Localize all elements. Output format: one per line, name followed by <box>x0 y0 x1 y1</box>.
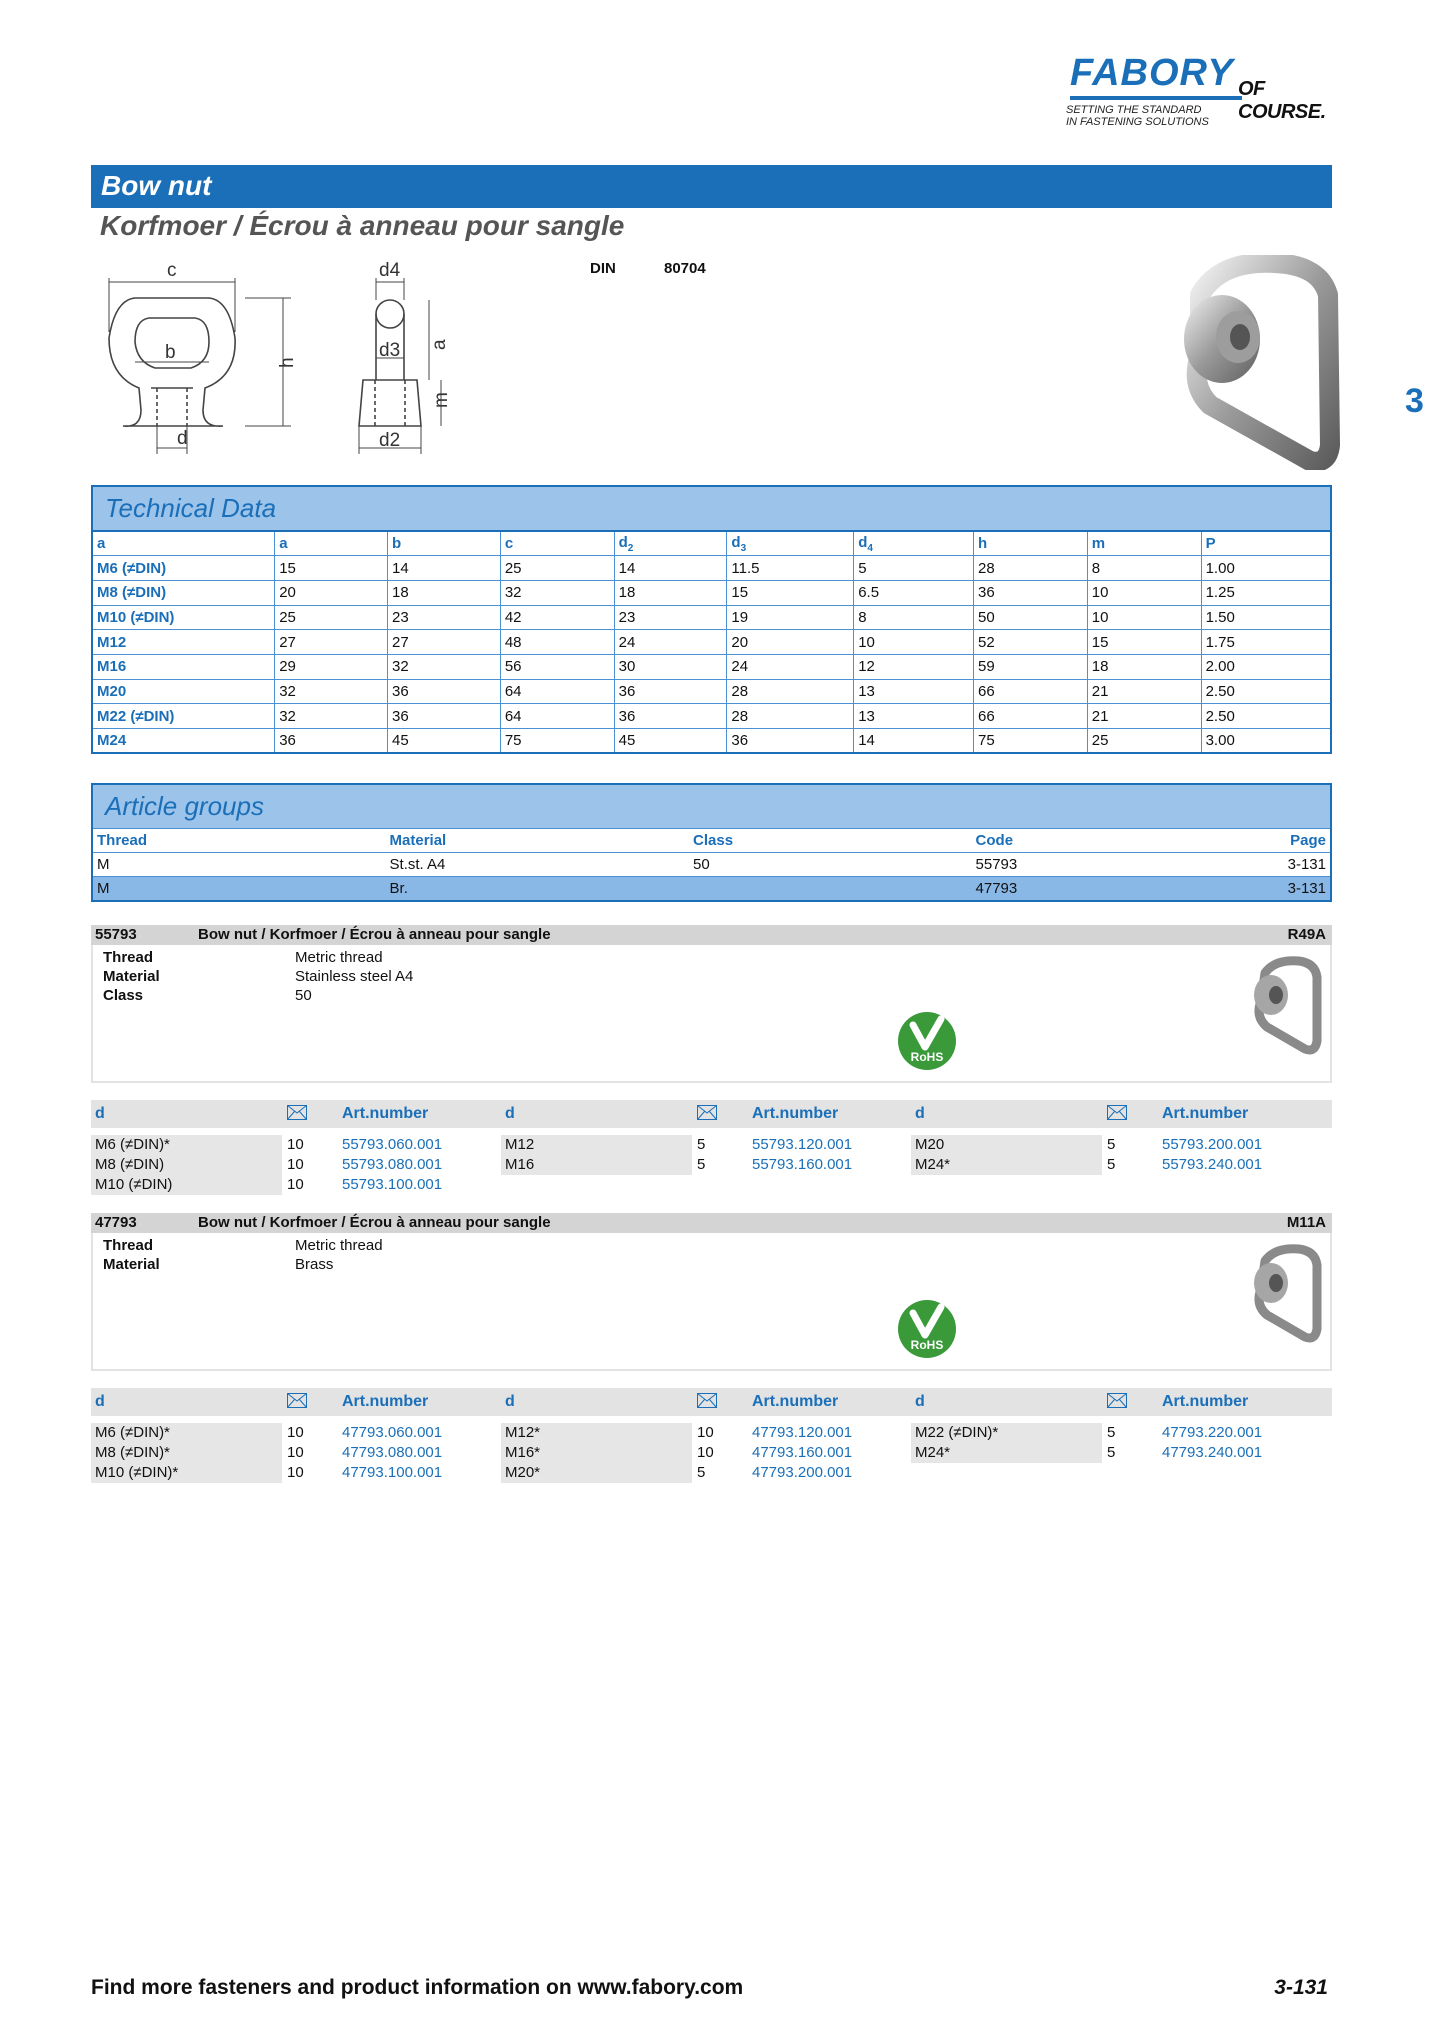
article-prop-value: 50 <box>295 987 312 1004</box>
order-quantity: 5 <box>1107 1156 1116 1173</box>
technical-value-cell: 2.00 <box>1201 654 1331 679</box>
technical-row <box>92 654 1331 679</box>
order-size: M10 (≠DIN)* <box>91 1463 282 1483</box>
technical-value-cell: 36 <box>974 580 1088 605</box>
technical-value-cell: 36 <box>388 679 501 704</box>
article-prop-label: Thread <box>103 949 154 966</box>
article-prop-value: Stainless steel A4 <box>295 968 414 985</box>
technical-value-cell: 36 <box>614 704 727 729</box>
groups-col-thread: Thread <box>92 829 386 853</box>
order-size: M20* <box>501 1463 692 1483</box>
technical-value-cell: 11.5 <box>727 556 854 581</box>
article-prop-label: Material <box>103 968 160 985</box>
technical-value-cell: 36 <box>388 704 501 729</box>
groups-cell: M <box>92 877 386 901</box>
order-size: M8 (≠DIN)* <box>91 1443 282 1463</box>
tech-col-header: h <box>974 531 1088 556</box>
tech-col-header: $d_3$ <box>727 531 854 556</box>
technical-value-cell: 15 <box>1087 630 1201 655</box>
technical-value-cell: 66 <box>974 679 1088 704</box>
technical-value-cell: 29 <box>275 654 388 679</box>
technical-row <box>92 704 1331 729</box>
logo-slogan: OF COURSE. <box>1238 78 1326 123</box>
tech-col-header: $d_4$ <box>854 531 974 556</box>
order-size: M24* <box>911 1443 1102 1463</box>
tech-col-header: P <box>1201 531 1331 556</box>
technical-value-cell: 13 <box>854 704 974 729</box>
order-artnumber-link[interactable]: 55793.240.001 <box>1162 1156 1263 1173</box>
technical-value-cell: 66 <box>974 704 1088 729</box>
technical-value-cell: 3.00 <box>1201 729 1331 754</box>
tech-col-header: $d_2$ <box>614 531 727 556</box>
technical-value-cell: 14 <box>614 556 727 581</box>
tech-col-header: c <box>500 531 614 556</box>
technical-value-cell: 1.50 <box>1201 605 1331 630</box>
technical-value-cell: 32 <box>275 679 388 704</box>
groups-col-code: Code <box>972 829 1212 853</box>
groups-cell: 47793 <box>972 877 1212 901</box>
technical-data-table <box>91 530 1332 754</box>
groups-header-row <box>92 829 1331 853</box>
article-prop-value: Brass <box>295 1256 334 1273</box>
technical-drawing <box>95 258 475 468</box>
order-artnumber-link[interactable]: 47793.220.001 <box>1162 1424 1263 1441</box>
technical-value-cell: 13 <box>854 679 974 704</box>
logo-brand: FABORY <box>1070 52 1234 94</box>
chapter-number: 3 <box>1405 382 1424 420</box>
page-number: 3-131 <box>1274 1976 1328 1999</box>
order-artnumber-link[interactable]: 47793.060.001 <box>342 1424 443 1441</box>
order-size: M24* <box>911 1155 1102 1175</box>
order-col-d: d <box>915 1105 925 1122</box>
logo-tagline-2: IN FASTENING SOLUTIONS <box>1066 116 1209 128</box>
technical-value-cell: 30 <box>614 654 727 679</box>
technical-row <box>92 729 1331 754</box>
technical-value-cell: 64 <box>500 704 614 729</box>
technical-value-cell: 1.75 <box>1201 630 1331 655</box>
groups-col-material: Material <box>386 829 690 853</box>
order-col-artnumber: Art.number <box>1162 1393 1249 1410</box>
technical-value-cell: 28 <box>727 679 854 704</box>
technical-value-cell: 15 <box>275 556 388 581</box>
order-quantity: 10 <box>697 1424 714 1441</box>
groups-row[interactable] <box>92 853 1331 877</box>
technical-value-cell: 5 <box>854 556 974 581</box>
order-size: M12* <box>501 1423 692 1443</box>
technical-value-cell: 28 <box>727 704 854 729</box>
order-size: M6 (≠DIN)* <box>91 1135 282 1155</box>
drawing-label-d2: d2 <box>379 430 401 451</box>
order-quantity: 5 <box>1107 1444 1116 1461</box>
article-header <box>91 1213 1332 1233</box>
envelope-icon <box>287 1105 307 1120</box>
order-col-d: d <box>95 1105 105 1122</box>
standard-label: DIN <box>590 260 616 277</box>
order-quantity: 10 <box>287 1424 304 1441</box>
order-artnumber-link[interactable]: 47793.080.001 <box>342 1444 443 1461</box>
order-size: M6 (≠DIN)* <box>91 1423 282 1443</box>
technical-value-cell: 32 <box>500 580 614 605</box>
logo-underline <box>1070 96 1242 100</box>
technical-value-cell: 10 <box>854 630 974 655</box>
technical-value-cell: 52 <box>974 630 1088 655</box>
groups-cell: 55793 <box>972 853 1212 877</box>
order-artnumber-link[interactable]: 55793.200.001 <box>1162 1136 1263 1153</box>
technical-row <box>92 630 1331 655</box>
technical-value-cell: 27 <box>275 630 388 655</box>
technical-value-cell: 20 <box>727 630 854 655</box>
groups-cell <box>689 877 972 901</box>
envelope-icon <box>1107 1393 1127 1408</box>
technical-value-cell: 1.00 <box>1201 556 1331 581</box>
technical-value-cell: 42 <box>500 605 614 630</box>
technical-data-header <box>91 485 1332 531</box>
technical-value-cell: 28 <box>974 556 1088 581</box>
drawing-label-a: a <box>429 339 450 350</box>
envelope-icon <box>697 1105 717 1120</box>
page-subtitle: Korfmoer / Écrou à anneau pour sangle <box>100 210 625 241</box>
technical-data-heading: Technical Data <box>105 493 277 523</box>
groups-cell: M <box>92 853 386 877</box>
order-quantity: 5 <box>697 1136 706 1153</box>
article-thumbnail <box>1243 1243 1325 1347</box>
technical-value-cell: 6.5 <box>854 580 974 605</box>
technical-size-cell: M16 <box>92 654 275 679</box>
order-col-artnumber: Art.number <box>1162 1105 1249 1122</box>
order-quantity: 10 <box>287 1156 304 1173</box>
technical-value-cell: 59 <box>974 654 1088 679</box>
order-artnumber-link[interactable]: 55793.100.001 <box>342 1176 443 1193</box>
technical-value-cell: 10 <box>1087 580 1201 605</box>
technical-value-cell: 23 <box>388 605 501 630</box>
groups-col-class: Class <box>689 829 972 853</box>
technical-value-cell: 21 <box>1087 679 1201 704</box>
technical-value-cell: 23 <box>614 605 727 630</box>
rohs-icon <box>897 1011 957 1071</box>
technical-value-cell: 64 <box>500 679 614 704</box>
article-groups-header <box>91 783 1332 829</box>
technical-value-cell: 20 <box>275 580 388 605</box>
order-size: M10 (≠DIN) <box>91 1175 282 1195</box>
order-artnumber-link[interactable]: 55793.080.001 <box>342 1156 443 1173</box>
drawing-label-m: m <box>431 392 452 408</box>
order-col-d: d <box>95 1393 105 1410</box>
order-size: M16* <box>501 1443 692 1463</box>
article-prop-label: Class <box>103 987 144 1004</box>
technical-value-cell: 25 <box>500 556 614 581</box>
order-artnumber-link[interactable]: 47793.200.001 <box>752 1464 853 1481</box>
order-artnumber-link[interactable]: 47793.160.001 <box>752 1444 853 1461</box>
groups-cell: 3-131 <box>1211 877 1331 901</box>
tech-col-header: b <box>388 531 501 556</box>
technical-value-cell: 19 <box>727 605 854 630</box>
technical-value-cell: 36 <box>275 729 388 754</box>
technical-value-cell: 14 <box>854 729 974 754</box>
technical-value-cell: 10 <box>1087 605 1201 630</box>
order-artnumber-link[interactable]: 55793.120.001 <box>752 1136 853 1153</box>
order-header <box>91 1100 1332 1128</box>
technical-value-cell: 8 <box>1087 556 1201 581</box>
technical-value-cell: 32 <box>275 704 388 729</box>
order-quantity: 10 <box>287 1136 304 1153</box>
article-body <box>91 1233 1332 1371</box>
order-size: M20 <box>911 1135 1102 1155</box>
drawing-label-d4: d4 <box>379 260 401 281</box>
technical-header-row <box>92 531 1331 556</box>
page-title: Bow nut <box>101 170 212 201</box>
article-prop-value: Metric thread <box>295 949 383 966</box>
envelope-icon <box>287 1393 307 1408</box>
order-artnumber-link[interactable]: 47793.120.001 <box>752 1424 853 1441</box>
order-col-artnumber: Art.number <box>342 1105 429 1122</box>
article-name: Bow nut / Korfmoer / Écrou à anneau pour sangle <box>198 926 551 943</box>
order-size: M8 (≠DIN) <box>91 1155 282 1175</box>
article-thumbnail <box>1243 955 1325 1059</box>
drawing-label-d: d <box>177 428 188 449</box>
groups-row[interactable] <box>92 877 1331 901</box>
order-col-artnumber: Art.number <box>752 1105 839 1122</box>
technical-size-cell: M6 (≠DIN) <box>92 556 275 581</box>
technical-row <box>92 556 1331 581</box>
order-size: M16 <box>501 1155 692 1175</box>
rohs-label: RoHS <box>910 1338 944 1352</box>
technical-size-cell: M12 <box>92 630 275 655</box>
bow-nut-photo <box>1160 255 1345 470</box>
order-quantity: 10 <box>697 1444 714 1461</box>
technical-value-cell: 45 <box>388 729 501 754</box>
article-header <box>91 925 1332 945</box>
technical-value-cell: 75 <box>974 729 1088 754</box>
tech-col-header: m <box>1087 531 1201 556</box>
drawing-label-b: b <box>165 342 176 363</box>
technical-row <box>92 605 1331 630</box>
footer-text: Find more fasteners and product information on www.fabory.com <box>91 1976 744 1999</box>
standard-value: 80704 <box>664 260 706 277</box>
rohs-icon <box>897 1299 957 1359</box>
technical-value-cell: 36 <box>614 679 727 704</box>
article-body <box>91 945 1332 1083</box>
order-col-d: d <box>915 1393 925 1410</box>
groups-cell: Br. <box>386 877 690 901</box>
technical-value-cell: 15 <box>727 580 854 605</box>
order-artnumber-link[interactable]: 55793.160.001 <box>752 1156 853 1173</box>
article-ref: R49A <box>1287 926 1326 943</box>
drawing-label-h: h <box>277 357 298 368</box>
title-bar <box>91 165 1332 208</box>
technical-value-cell: 2.50 <box>1201 679 1331 704</box>
order-quantity: 5 <box>697 1464 706 1481</box>
technical-value-cell: 32 <box>388 654 501 679</box>
article-ref: M11A <box>1286 1214 1326 1231</box>
technical-value-cell: 2.50 <box>1201 704 1331 729</box>
technical-value-cell: 18 <box>614 580 727 605</box>
article-prop-value: Metric thread <box>295 1237 383 1254</box>
technical-size-cell: M22 (≠DIN) <box>92 704 275 729</box>
article-prop-label: Material <box>103 1256 160 1273</box>
technical-value-cell: 75 <box>500 729 614 754</box>
article-groups-heading: Article groups <box>105 791 264 821</box>
envelope-icon <box>697 1393 717 1408</box>
technical-value-cell: 24 <box>727 654 854 679</box>
technical-row <box>92 580 1331 605</box>
order-artnumber-link[interactable]: 47793.100.001 <box>342 1464 443 1481</box>
envelope-icon <box>1107 1105 1127 1120</box>
order-header <box>91 1388 1332 1416</box>
order-quantity: 5 <box>697 1156 706 1173</box>
rohs-label: RoHS <box>910 1050 944 1064</box>
order-col-d: d <box>505 1105 515 1122</box>
technical-value-cell: 12 <box>854 654 974 679</box>
drawing-label-d3: d3 <box>379 340 401 361</box>
article-code: 47793 <box>95 1214 137 1231</box>
technical-value-cell: 25 <box>1087 729 1201 754</box>
logo-tagline-1: SETTING THE STANDARD <box>1066 104 1202 116</box>
technical-value-cell: 18 <box>1087 654 1201 679</box>
technical-value-cell: 14 <box>388 556 501 581</box>
article-groups-table <box>91 828 1332 902</box>
tech-col-header: a <box>92 531 275 556</box>
order-quantity: 10 <box>287 1444 304 1461</box>
order-quantity: 5 <box>1107 1136 1116 1153</box>
order-quantity: 10 <box>287 1464 304 1481</box>
order-col-artnumber: Art.number <box>342 1393 429 1410</box>
tech-col-header: a <box>275 531 388 556</box>
technical-value-cell: 48 <box>500 630 614 655</box>
technical-size-cell: M10 (≠DIN) <box>92 605 275 630</box>
technical-value-cell: 25 <box>275 605 388 630</box>
order-size: M12 <box>501 1135 692 1155</box>
technical-value-cell: 1.25 <box>1201 580 1331 605</box>
order-size: M22 (≠DIN)* <box>911 1423 1102 1443</box>
technical-value-cell: 56 <box>500 654 614 679</box>
technical-value-cell: 21 <box>1087 704 1201 729</box>
technical-value-cell: 45 <box>614 729 727 754</box>
groups-cell: 50 <box>689 853 972 877</box>
technical-value-cell: 24 <box>614 630 727 655</box>
technical-size-cell: M8 (≠DIN) <box>92 580 275 605</box>
technical-size-cell: M20 <box>92 679 275 704</box>
technical-value-cell: 18 <box>388 580 501 605</box>
drawing-label-c: c <box>167 260 177 281</box>
order-quantity: 10 <box>287 1176 304 1193</box>
order-artnumber-link[interactable]: 55793.060.001 <box>342 1136 443 1153</box>
article-name: Bow nut / Korfmoer / Écrou à anneau pour sangle <box>198 1214 551 1231</box>
fabory-logo <box>1062 52 1352 132</box>
technical-value-cell: 50 <box>974 605 1088 630</box>
order-artnumber-link[interactable]: 47793.240.001 <box>1162 1444 1263 1461</box>
technical-row <box>92 679 1331 704</box>
technical-value-cell: 27 <box>388 630 501 655</box>
groups-cell: 3-131 <box>1211 853 1331 877</box>
technical-value-cell: 36 <box>727 729 854 754</box>
order-col-d: d <box>505 1393 515 1410</box>
order-col-artnumber: Art.number <box>752 1393 839 1410</box>
groups-col-page: Page <box>1211 829 1331 853</box>
technical-value-cell: 8 <box>854 605 974 630</box>
article-code: 55793 <box>95 926 137 943</box>
technical-size-cell: M24 <box>92 729 275 754</box>
article-prop-label: Thread <box>103 1237 154 1254</box>
groups-cell: St.st. A4 <box>386 853 690 877</box>
order-quantity: 5 <box>1107 1424 1116 1441</box>
